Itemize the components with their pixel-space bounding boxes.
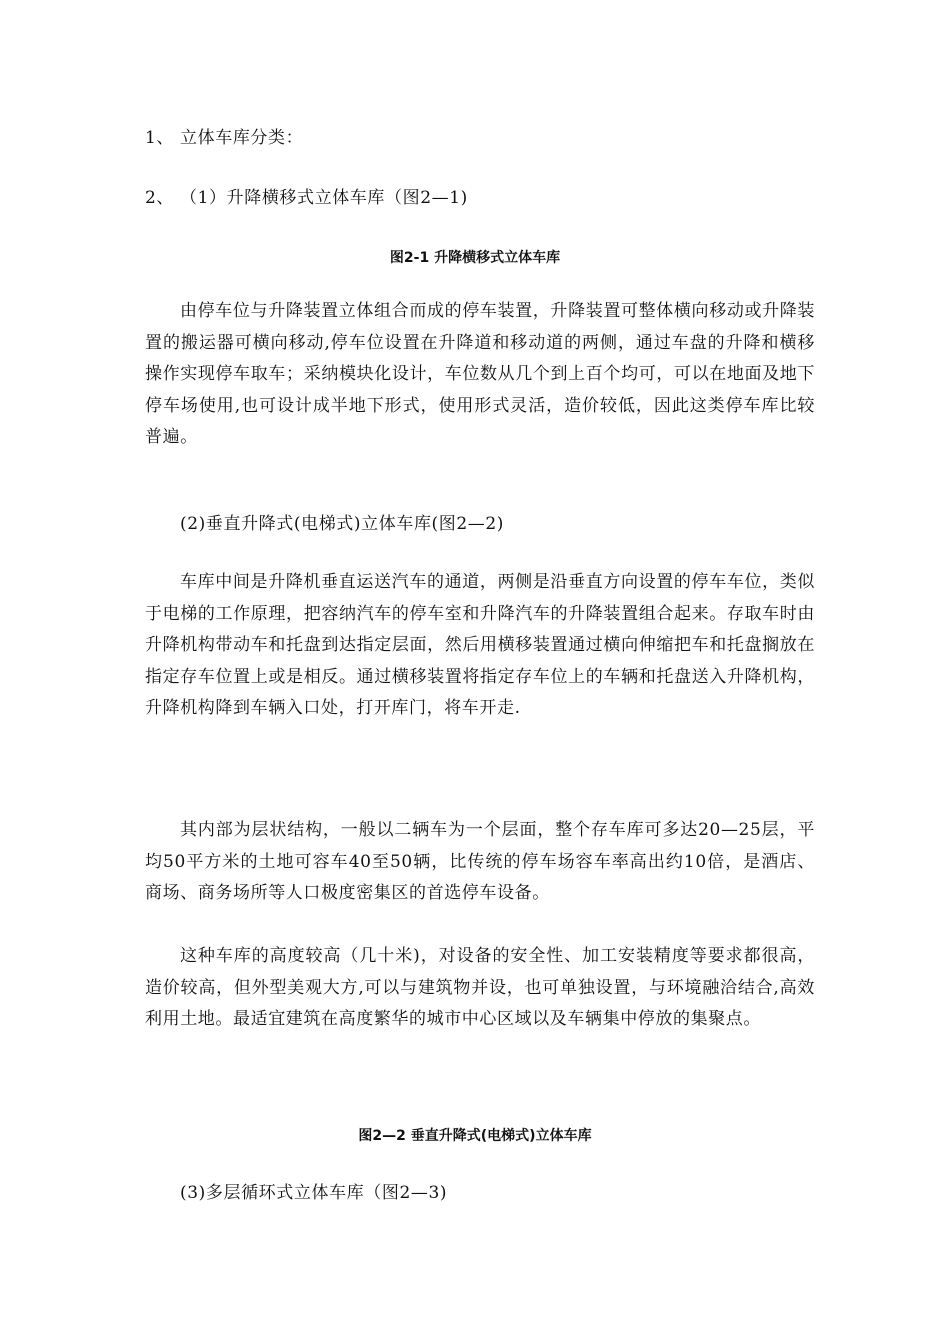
paragraph-height: 这种车库的高度较高（几十米)，对设备的安全性、加工安装精度等要求都很高，造价较高，但外型美观大方,可以与建筑物并设，也可单独设置，与环境融洽结合,高效利用土地。最适宜建筑在高度繁华的城市中心区域以及车辆集中停放的集聚点。: [145, 946, 815, 1030]
figure-caption-2-1: 图2-1 升降横移式立体车库: [389, 250, 561, 266]
list-item-2: 2、 （1）升降横移式立体车库（图2—1): [145, 188, 468, 208]
figure-caption-2-2: 图2—2 垂直升降式(电梯式)立体车库: [358, 1128, 592, 1144]
paragraph-vertical-lift: 车库中间是升降机垂直运送汽车的通道，两侧是沿垂直方向设置的停车车位，类似于电梯的工作原理，把容纳汽车的停车室和升降汽车的升降装置组合起来。存取车时由升降机构带动车和托盘到达指定层面，然后用横移装置通过横向伸缩把车和托盘搁放在指定存车位置上或是相反。通过横移装置将指定存车位上的车辆和托盘送入升降机构，升降机构降到车辆入口处，打开库门，将车开走.: [145, 572, 815, 719]
section-heading-multilayer: (3)多层循环式立体车库（图2—3): [180, 1183, 448, 1203]
section-heading-vertical-lift: (2)垂直升降式(电梯式)立体车库(图2—2): [180, 514, 505, 534]
paragraph-structure: 其内部为层状结构，一般以二辆车为一个层面，整个存车库可多达20—25层，平均50平方米的土地可容车40至50辆，比传统的停车场容车率高出约10倍，是酒店、商场、商务场所等人口极度密集区的首选停车设备。: [145, 820, 815, 904]
paragraph-lift-slide: 由停车位与升降装置立体组合而成的停车装置，升降装置可整体横向移动或升降装置的搬运器可横向移动,停车位设置在升降道和移动道的两侧，通过车盘的升降和横移操作实现停车取车；采纳模块化设计，车位数从几个到上百个均可，可以在地面及地下停车场使用,也可设计成半地下形式，使用形式灵活，造价较低，因此这类停车库比较普遍。: [145, 301, 815, 448]
list-item-1: 1、 立体车库分类：: [145, 128, 304, 148]
